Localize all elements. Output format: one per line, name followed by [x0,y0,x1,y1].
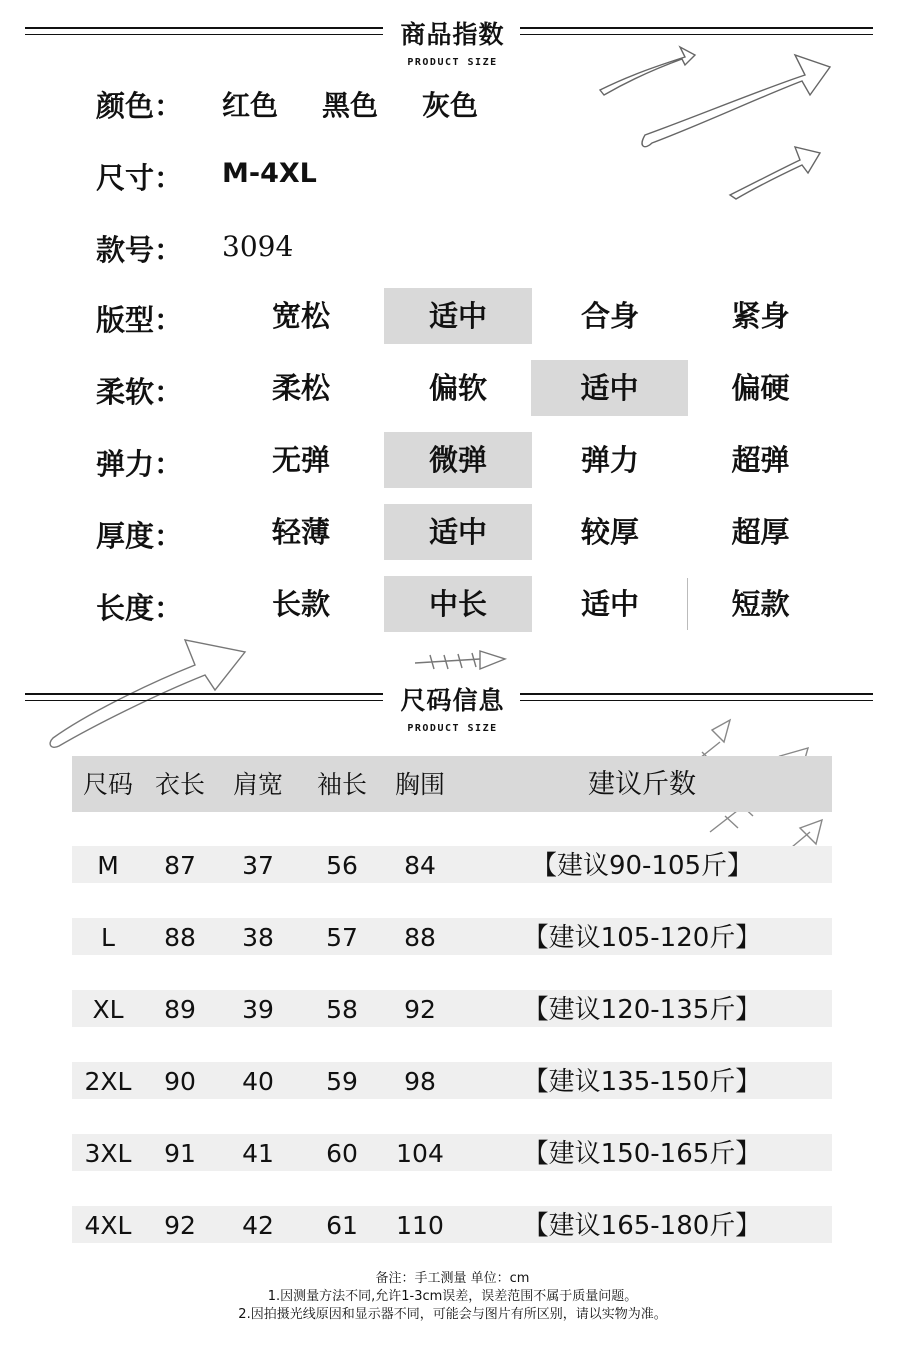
color-value: 红色 [222,89,279,122]
attr-option: 偏软 [428,371,487,405]
table-cell: 60 [326,1139,358,1168]
table-cell: 38 [242,923,274,952]
table-row [72,918,832,955]
attr-option: 较厚 [580,515,639,549]
table-cell: 92 [164,1211,196,1240]
table-cell: L [101,923,115,952]
attr-option-selected: 适中 [384,504,532,560]
table-cell: XL [92,995,124,1024]
attr-label: 柔软： [96,375,184,409]
table-cell: 【建议105-120斤】 [522,923,762,953]
attr-option: 柔松 [271,371,330,405]
attr-row-thickness [0,504,905,560]
attr-label: 版型： [96,303,184,337]
table-cell: M [97,851,119,880]
table-cell: 90 [164,1067,196,1096]
size-table-header [72,756,832,812]
attr-option: 无弹 [271,443,330,477]
table-cell: 4XL [84,1211,132,1240]
table-cell: 【建议90-105斤】 [530,851,754,881]
table-cell: 42 [242,1211,274,1240]
table-row [72,846,832,883]
attr-option: 宽松 [271,299,330,333]
table-cell: 40 [242,1067,274,1096]
table-cell: 【建议150-165斤】 [522,1139,762,1169]
table-cell: 89 [164,995,196,1024]
table-row [72,1206,832,1243]
attr-option: 短款 [731,587,790,621]
attr-row-elasticity [0,432,905,488]
table-cell: 【建议165-180斤】 [522,1211,762,1241]
table-cell: 88 [164,923,196,952]
attr-option: 合身 [580,299,639,333]
attr-option-selected: 中长 [384,576,532,632]
color-disclaimer-note: 2.因拍摄光线原因和显示器不同，可能会与图片有所区别，请以实物为准。 [238,1307,667,1322]
style-number-value: 3094 [222,230,294,263]
size-value: M-4XL [222,158,317,189]
attr-option: 紧身 [731,299,790,333]
section-subtitle: PRODUCT SIZE [407,723,498,734]
table-cell: 39 [242,995,274,1024]
attr-option-selected: 微弹 [384,432,532,488]
attr-label: 弹力： [96,447,184,481]
column-header: 衣长 [154,770,205,799]
table-cell: 92 [404,995,436,1024]
size-label: 尺寸： [96,161,184,195]
attr-option: 超弹 [731,443,790,477]
section-title: 商品指数 [400,20,505,49]
attr-row-length [0,576,905,632]
section-title: 尺码信息 [400,686,505,715]
table-row [72,1134,832,1171]
table-cell: 59 [326,1067,358,1096]
measurement-note: 备注：手工测量 单位：cm [375,1271,530,1286]
column-header: 袖长 [316,770,367,799]
attr-option: 超厚 [731,515,790,549]
attr-option-selected: 适中 [384,288,532,344]
table-cell: 2XL [84,1067,132,1096]
attr-option-selected: 适中 [531,360,688,416]
table-cell: 3XL [84,1139,132,1168]
table-cell: 58 [326,995,358,1024]
table-cell: 57 [326,923,358,952]
size-info-header [0,681,905,741]
table-cell: 84 [404,851,436,880]
table-cell: 37 [242,851,274,880]
table-cell: 41 [242,1139,274,1168]
column-header: 建议斤数 [588,769,696,800]
attr-row-fit [0,288,905,344]
attr-option: 轻薄 [271,515,330,549]
attr-option: 偏硬 [731,371,790,405]
attr-option: 适中 [580,587,639,621]
section-subtitle: PRODUCT SIZE [407,57,498,68]
color-label: 颜色： [96,89,184,123]
attr-row-softness [0,360,905,416]
table-cell: 87 [164,851,196,880]
column-header: 胸围 [394,770,445,799]
color-value: 灰色 [422,89,479,122]
arrow-decoration-icon [410,645,510,677]
table-cell: 110 [396,1211,444,1240]
column-header: 尺码 [82,770,133,799]
table-row [72,1062,832,1099]
attr-label: 长度： [96,591,184,625]
divider [687,578,688,630]
table-cell: 56 [326,851,358,880]
table-cell: 104 [396,1139,444,1168]
product-index-header [0,15,905,75]
table-cell: 【建议135-150斤】 [522,1067,762,1097]
table-row [72,990,832,1027]
table-cell: 88 [404,923,436,952]
table-cell: 【建议120-135斤】 [522,995,762,1025]
attr-label: 厚度： [96,519,184,553]
attr-option: 长款 [271,587,330,621]
color-value: 黑色 [322,89,379,122]
tolerance-note: 1.因测量方法不同,允许1-3cm误差，误差范围不属于质量问题。 [267,1289,638,1304]
table-cell: 91 [164,1139,196,1168]
table-cell: 98 [404,1067,436,1096]
table-cell: 61 [326,1211,358,1240]
style-number-label: 款号： [96,233,184,267]
column-header: 肩宽 [232,770,283,799]
attr-option: 弹力 [580,443,639,477]
